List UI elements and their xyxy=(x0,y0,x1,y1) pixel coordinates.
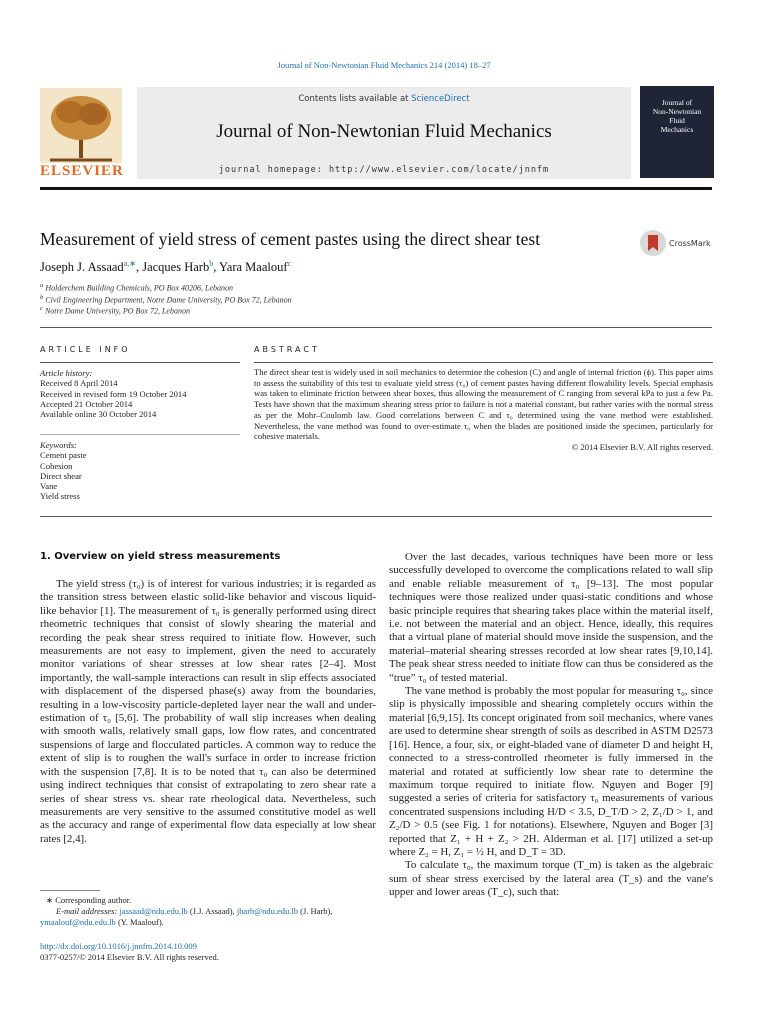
sciencedirect-link[interactable]: ScienceDirect xyxy=(411,94,470,104)
affiliation-marker: c xyxy=(40,305,43,312)
abstract xyxy=(254,367,713,453)
affiliation xyxy=(40,294,292,305)
journal-reference[interactable]: Journal of Non-Newtonian Fluid Mechanics 214 (2014) 18–27 xyxy=(277,60,491,70)
keyword: Direct shear xyxy=(40,470,82,481)
affiliation-text: Notre Dame University, PO Box 72, Lebanon xyxy=(44,306,190,316)
author-name: Yara Maalouf xyxy=(219,260,288,275)
cover-line: Non-Newtonian xyxy=(652,107,702,116)
article-info-divider xyxy=(40,362,240,363)
body-paragraph: The yield stress (τ₀) is of interest for various industries; it is regarded as the transition stress between elastic solid-like behavior and viscous liquid-like behavior [1]. The measurement of τ₀ is generally performed using direct rheometric techniques that consist of slowly shearing the material and recording the peak shear stress required to initiate flow. However, such measurements are not easy to implement, given the need to accurately monitor variations of shear stresses at low shear rates [2–4]. Most importantly, the wall-sample interactions can result in slip effects associated with displacement of the dispersed phase(s) away from the boundaries, resulting in a low-viscosity particle-depleted layer near the wall and under-estimation of τ₀ [5,6]. The probability of wall slip increases when dealing with smooth walls, relatively small gaps, low flow rates, and concentrated suspensions of large and flocculated particles. A common way to reduce the extent of slip is to roughen the wall's surface in order to increase friction with the suspension [7,8]. It is to be noted that τ₀ can also be determined using indirect techniques that consist of extrapolating to zero shear rate a series of shear stress vs. shear rate rheological data. Nevertheless, such measurements are very sensitive to the assumed constitutive model as well as the accuracy and range of experimental flow data especially at low shear rates [2,4]. xyxy=(40,578,376,845)
cover-line: Journal of xyxy=(661,98,693,107)
footnote xyxy=(40,895,375,928)
history-item: Accepted 21 October 2014 xyxy=(40,398,133,409)
history-item: Received in revised form 19 October 2014 xyxy=(40,388,187,399)
footnote-divider xyxy=(40,890,100,891)
corresponding-author: ∗ Corresponding author. xyxy=(46,895,132,905)
history-label: Article history: xyxy=(40,368,93,378)
keyword: Yield stress xyxy=(40,491,80,502)
affiliation-marker: a xyxy=(40,282,44,289)
article-title: Measurement of yield stress of cement pastes using the direct shear test xyxy=(40,229,541,249)
issn-line: 0377-0257/© 2014 Elsevier B.V. All rights reserved. xyxy=(40,952,219,962)
author-affiliation-marker[interactable]: b xyxy=(209,259,214,268)
body-paragraph: The vane method is probably the most popular for measuring τ₀, since slip is physically impossible and shearing completely occurs within the material [6,9,15]. Its concept originated from soil mechanics, where vanes are used to determine shear strength of soils as described in ASTM D2573 [16]. Hence, a four, six, or eight-bladed vane of diameter D and height H, connected to a stress-controlled rheometer is fully immersed in the material and rotated at sufficiently low shear rate to determine the maximum torque required to initiate flow. Nguyen and Boger [9] suggested a series of criteria for satisfactory τ₀ measurements of various concentrated suspensions including H/D < 3.5, D_T/D > 2, Z₁/D > 1, and Z₂/D > 0.5 (see Fig. 1 for notations). Elsewhere, Nguyen and Boger [3] reported that Z₁ + H + Z₂ > 2H. Alderman et al. [17] utilized a set-up where Z₂ = H, Z₁ = ½ H, and D_T = 3D. xyxy=(389,685,713,858)
email-label: E-mail addresses: xyxy=(56,906,120,916)
keyword: Cement paste xyxy=(40,450,87,461)
homepage-prefix: journal homepage: xyxy=(218,165,329,175)
page-footer xyxy=(40,941,219,963)
journal-homepage xyxy=(137,165,631,175)
author-affiliation-marker[interactable]: c xyxy=(287,259,292,268)
author-affiliation-marker[interactable]: a,∗ xyxy=(123,259,136,268)
email-link[interactable]: jassaad@ndu.edu.lb xyxy=(119,906,188,916)
email-owner: (Y. Maalouf). xyxy=(115,917,164,927)
body-paragraph: To calculate τ₀, the maximum torque (T_m) is taken as the algebraic sum of shear stress exercised by the lateral area (T_s) and the vane's upper and lower areas (T_c), such that: xyxy=(389,859,713,899)
abstract-text: The direct shear test is widely used in soil mechanics to determine the cohesion (C) and angle of internal friction (ϕ). This paper aims to assess the suitability of this test to evaluate yield stress (τ₀) of cement pastes having different flowability levels. Special emphasis was taken to eliminate friction between shear boxes, thus allowing the measurement of C ranging from several kPa to just a few Pa. Tests have shown that the maximum shearing stress prior to failure is not a material constant, but rather varies with the normal stress as per the Mohr–Coulomb law. Good correlations between C and τ₀ determined using the vane method were established. Nevertheless, the vane method was found to over-estimate τ₀ when the blades are positioned inside the specimen, particularly for cohesive materials. xyxy=(254,367,713,442)
keyword: Cohesion xyxy=(40,460,73,471)
author-name: Jacques Harb xyxy=(142,260,210,275)
publisher-name: ELSEVIER xyxy=(40,163,124,179)
journal-title: Journal of Non-Newtonian Fluid Mechanics xyxy=(216,121,552,142)
email-link[interactable]: jharb@ndu.edu.lb xyxy=(236,906,298,916)
affiliation-text: Civil Engineering Department, Notre Dame University, PO Box 72, Lebanon xyxy=(45,295,292,305)
keyword: Vane xyxy=(40,481,58,492)
body-paragraph: Over the last decades, various techniques have been more or less successfully developed to overcome the complications related to wall slip and enable reliable measurement of τ₀ [9–13]. The most popular techniques were those realized under quasi-static conditions and whose basic principle requires that shearing takes place within the material itself, i.e. not between the material and an object. Hence, ideally, this requires that a virtual plane of material should move inside the suspension, and the material–material shearing stresses recorded at low shear rates [9,10,14]. The peak shear stress needed to initiate flow can thus be considered as the “true” τ₀ of tested material. xyxy=(389,551,713,684)
journal-cover-text xyxy=(640,98,714,134)
section-heading: 1. Overview on yield stress measurements xyxy=(40,551,281,562)
email-owner: (J.J. Assaad), xyxy=(187,906,237,916)
body-divider xyxy=(40,516,712,517)
article-info-label: ARTICLE INFO xyxy=(40,345,131,354)
author-name: Joseph J. Assaad xyxy=(40,260,124,275)
affiliation xyxy=(40,282,233,293)
body-column-left xyxy=(40,578,376,846)
section-divider xyxy=(40,327,712,328)
history-item: Received 8 April 2014 xyxy=(40,378,118,389)
abstract-divider xyxy=(254,362,713,363)
affiliation-text: Holderchem Building Chemicals, PO Box 40206, Lebanon xyxy=(45,283,234,293)
crossmark-icon[interactable] xyxy=(638,229,668,257)
body-column-right xyxy=(389,551,713,900)
history-item: Available online 30 October 2014 xyxy=(40,409,157,420)
email-link[interactable]: ymaalouf@ndu.edu.lb xyxy=(40,917,116,927)
article-history xyxy=(40,368,240,419)
crossmark-label[interactable]: CrossMark xyxy=(669,239,711,248)
email-owner: (J. Harb), xyxy=(298,906,333,916)
email-addresses xyxy=(40,906,375,928)
homepage-url[interactable]: http://www.elsevier.com/locate/jnnfm xyxy=(328,165,550,175)
author-list: Joseph J. Assaad$^{a,∗}$, Jacques Harb$^b$, Yara Maalouf$^c$ xyxy=(40,259,292,275)
affiliation xyxy=(40,305,190,316)
abstract-label: ABSTRACT xyxy=(254,345,320,354)
contents-line xyxy=(137,94,631,104)
cover-line: Fluid xyxy=(669,116,685,125)
keywords-divider xyxy=(40,434,240,435)
doi-link[interactable]: http://dx.doi.org/10.1016/j.jnnfm.2014.10.009 xyxy=(40,941,197,951)
keywords-label: Keywords: xyxy=(40,440,77,450)
keywords xyxy=(40,440,240,502)
affiliation-marker: b xyxy=(40,294,44,301)
cover-line: Mechanics xyxy=(660,125,694,134)
contents-prefix: Contents lists available at xyxy=(298,94,412,104)
abstract-copyright: © 2014 Elsevier B.V. All rights reserved. xyxy=(571,441,713,452)
header-divider xyxy=(40,187,712,190)
